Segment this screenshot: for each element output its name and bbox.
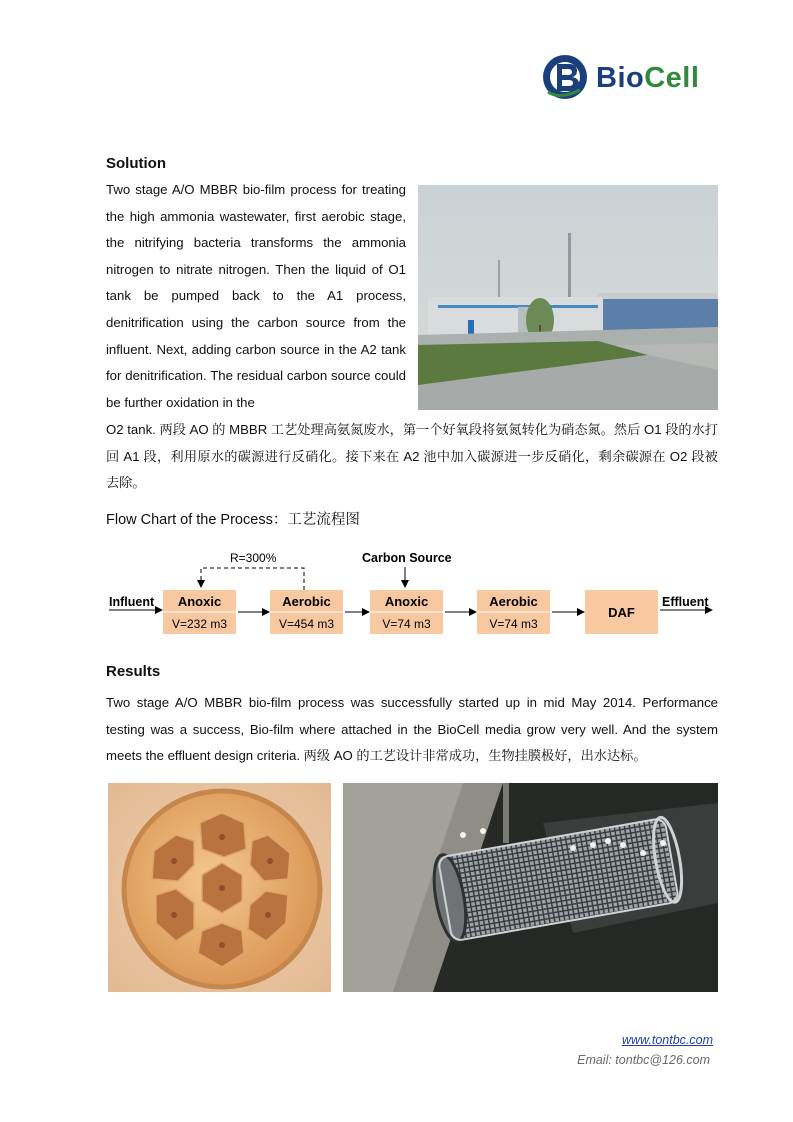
effluent-label: Effluent: [662, 595, 709, 609]
stage-name-1: Anoxic: [177, 594, 222, 609]
flow-chart-title: Flow Chart of the Process：工艺流程图: [106, 512, 360, 528]
stage-volume-4: V=74 m3: [489, 617, 538, 631]
carbon-source-label: Carbon Source: [362, 551, 452, 565]
brand-name: [596, 62, 699, 94]
solution-heading: Solution: [106, 155, 166, 172]
biocell-b-logo-icon: [543, 55, 587, 99]
recycle-loop: [201, 568, 304, 590]
biocell-media-photo: [108, 783, 331, 992]
recycle-ratio-label: R=300%: [230, 551, 277, 565]
solution-text: Two stage A/O MBBR bio-film process for treating the high ammonia wastewater, first aerobic stage, the nitrifying bacteria transforms the ammonia nitrogen to nitrate nitrogen. Then the liquid of O1 tank be pumped back to the A1 process, denitrification using the carbon source from the influent. Next, adding carbon source in the A2 tank for denitrification. The residual carbon source could be further oxidation in the: [106, 182, 406, 410]
solution-text-continued: O2 tank. 两段 AO 的 MBBR 工艺处理高氨氮废水，第一个好氧段将氨氮转化为硝态氮。然后 O1 段的水打回 A1 段，利用原水的碳源进行反硝化。接下来在 A2 池中加入碳源进一步反硝化，剩余碳源在 O2 段被去除。: [106, 422, 718, 491]
stage-name-3: Anoxic: [384, 594, 429, 609]
results-heading: Results: [106, 663, 161, 680]
results-text: Two stage A/O MBBR bio-film process was successfully started up in mid May 2014. Performance testing was a success, Bio-film where attached in the BioCell media grow very well. And the system meets the effluent design criteria. 两级 AO 的工艺设计非常成功，生物挂膜极好，出水达标。: [106, 695, 718, 764]
stage-volume-2: V=454 m3: [278, 617, 335, 631]
stage-name-2: Aerobic: [282, 594, 331, 609]
stage-volume-3: V=74 m3: [382, 617, 431, 631]
process-flow-chart: [100, 545, 720, 640]
plant-photo: [418, 185, 718, 410]
influent-label: Influent: [109, 595, 155, 609]
brand-name-bio: Bio: [596, 62, 645, 94]
stage-volume-1: V=232 m3: [171, 617, 228, 631]
brand-name-cell: Cell: [644, 62, 700, 94]
stage-name-5: DAF: [608, 605, 635, 620]
website-link[interactable]: www.tontbc.com: [621, 1033, 713, 1047]
aeration-tank-photo: [343, 783, 718, 992]
stage-name-4: Aerobic: [489, 594, 538, 609]
contact-email: Email: tontbc@126.com: [577, 1053, 710, 1067]
